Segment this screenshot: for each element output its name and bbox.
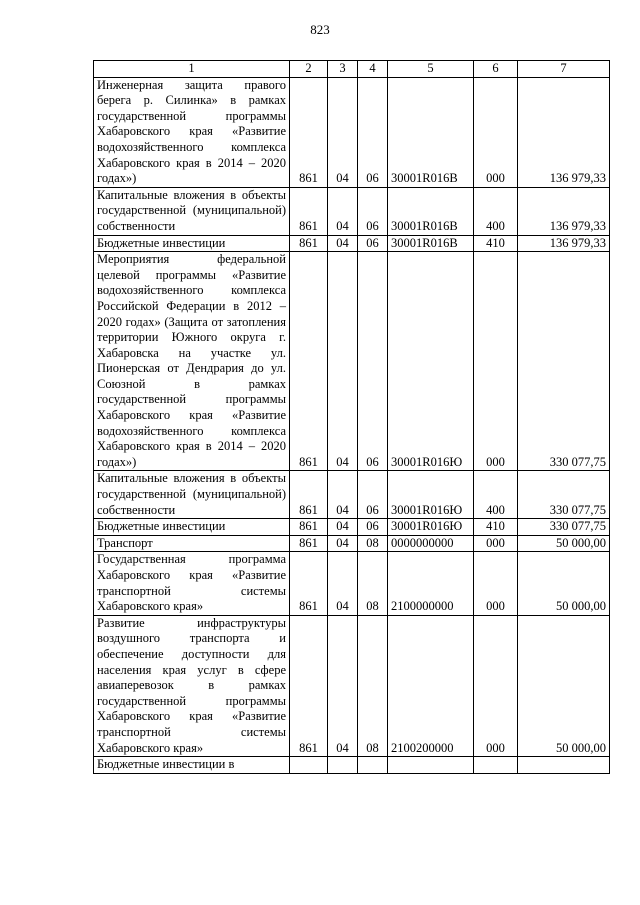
row-name: Бюджетные инвестиции [94, 519, 290, 536]
row-subsection: 06 [358, 187, 388, 235]
row-amount: 50 000,00 [518, 615, 610, 756]
row-amount: 136 979,33 [518, 187, 610, 235]
column-header: 2 [290, 61, 328, 78]
row-name: Государственная программа Хабаровского края «Развитие транспортной системы Хабаровского края» [94, 552, 290, 615]
row-subsection: 06 [358, 252, 388, 471]
row-target-article: 30001R016В [388, 235, 474, 252]
row-expense-type: 000 [474, 77, 518, 187]
row-amount: 136 979,33 [518, 235, 610, 252]
row-section: 04 [328, 77, 358, 187]
table-header-row [94, 61, 610, 78]
row-name: Транспорт [94, 535, 290, 552]
row-subsection: 08 [358, 535, 388, 552]
table-row [94, 77, 610, 187]
row-expense-type: 400 [474, 471, 518, 519]
row-name: Капитальные вложения в объекты государственной (муниципальной) собственности [94, 187, 290, 235]
table-row [94, 471, 610, 519]
table-row [94, 615, 610, 756]
table-row [94, 552, 610, 615]
row-code-admin: 861 [290, 615, 328, 756]
row-section [328, 757, 358, 774]
row-code-admin: 861 [290, 519, 328, 536]
row-amount: 136 979,33 [518, 77, 610, 187]
row-expense-type: 000 [474, 552, 518, 615]
page-number: 823 [310, 22, 330, 37]
row-section: 04 [328, 535, 358, 552]
row-expense-type: 410 [474, 519, 518, 536]
table-row [94, 519, 610, 536]
row-expense-type: 410 [474, 235, 518, 252]
row-name: Инженерная защита правого берега р. Силинка» в рамках государственной программы Хабаровского края «Развитие водохозяйственного комплекса Хабаровского края в 2014 – 2020 годах») [94, 77, 290, 187]
row-subsection: 08 [358, 615, 388, 756]
row-amount: 50 000,00 [518, 552, 610, 615]
row-amount: 330 077,75 [518, 252, 610, 471]
row-section: 04 [328, 235, 358, 252]
column-header: 5 [388, 61, 474, 78]
table-row [94, 535, 610, 552]
row-section: 04 [328, 471, 358, 519]
row-name: Капитальные вложения в объекты государственной (муниципальной) собственности [94, 471, 290, 519]
column-header: 3 [328, 61, 358, 78]
row-target-article: 30001R016В [388, 77, 474, 187]
row-expense-type [474, 757, 518, 774]
row-code-admin: 861 [290, 535, 328, 552]
row-target-article: 30001R016Ю [388, 252, 474, 471]
row-section: 04 [328, 252, 358, 471]
row-expense-type: 000 [474, 252, 518, 471]
row-section: 04 [328, 615, 358, 756]
row-amount: 330 077,75 [518, 471, 610, 519]
row-amount [518, 757, 610, 774]
row-name: Развитие инфраструктуры воздушного транспорта и обеспечение доступности для населения края услуг в сфере авиаперевозок в рамках государственной программы Хабаровского края «Развитие транспортной системы Хабаровского края» [94, 615, 290, 756]
row-section: 04 [328, 552, 358, 615]
row-section: 04 [328, 187, 358, 235]
row-code-admin: 861 [290, 252, 328, 471]
row-code-admin: 861 [290, 552, 328, 615]
table-row [94, 187, 610, 235]
row-subsection: 06 [358, 519, 388, 536]
row-amount: 330 077,75 [518, 519, 610, 536]
row-subsection [358, 757, 388, 774]
row-amount: 50 000,00 [518, 535, 610, 552]
row-target-article: 30001R016В [388, 187, 474, 235]
row-subsection: 08 [358, 552, 388, 615]
row-code-admin: 861 [290, 235, 328, 252]
row-expense-type: 000 [474, 535, 518, 552]
table-row [94, 235, 610, 252]
row-code-admin: 861 [290, 187, 328, 235]
row-name: Бюджетные инвестиции [94, 235, 290, 252]
row-target-article: 2100000000 [388, 552, 474, 615]
row-target-article: 30001R016Ю [388, 519, 474, 536]
column-header: 4 [358, 61, 388, 78]
row-subsection: 06 [358, 235, 388, 252]
row-target-article [388, 757, 474, 774]
column-header: 7 [518, 61, 610, 78]
row-section: 04 [328, 519, 358, 536]
row-expense-type: 400 [474, 187, 518, 235]
row-target-article: 2100200000 [388, 615, 474, 756]
row-target-article: 30001R016Ю [388, 471, 474, 519]
table-row [94, 757, 610, 774]
row-subsection: 06 [358, 471, 388, 519]
budget-table [93, 60, 610, 774]
column-header: 1 [94, 61, 290, 78]
row-subsection: 06 [358, 77, 388, 187]
row-code-admin [290, 757, 328, 774]
row-code-admin: 861 [290, 77, 328, 187]
row-expense-type: 000 [474, 615, 518, 756]
table-row [94, 252, 610, 471]
row-name: Мероприятия федеральной целевой программы «Развитие водохозяйственного комплекса Российской Федерации в 2012 – 2020 годах» (Защита от затопления территории Южного округа г. Хабаровска на участке ул. Пионерская от Дендрария до ул. Союзной в рамках государственной программы Хабаровского края «Развитие водохозяйственного комплекса Хабаровского края в 2014 – 2020 годах») [94, 252, 290, 471]
column-header: 6 [474, 61, 518, 78]
row-name: Бюджетные инвестиции в [94, 757, 290, 774]
row-target-article: 0000000000 [388, 535, 474, 552]
row-code-admin: 861 [290, 471, 328, 519]
